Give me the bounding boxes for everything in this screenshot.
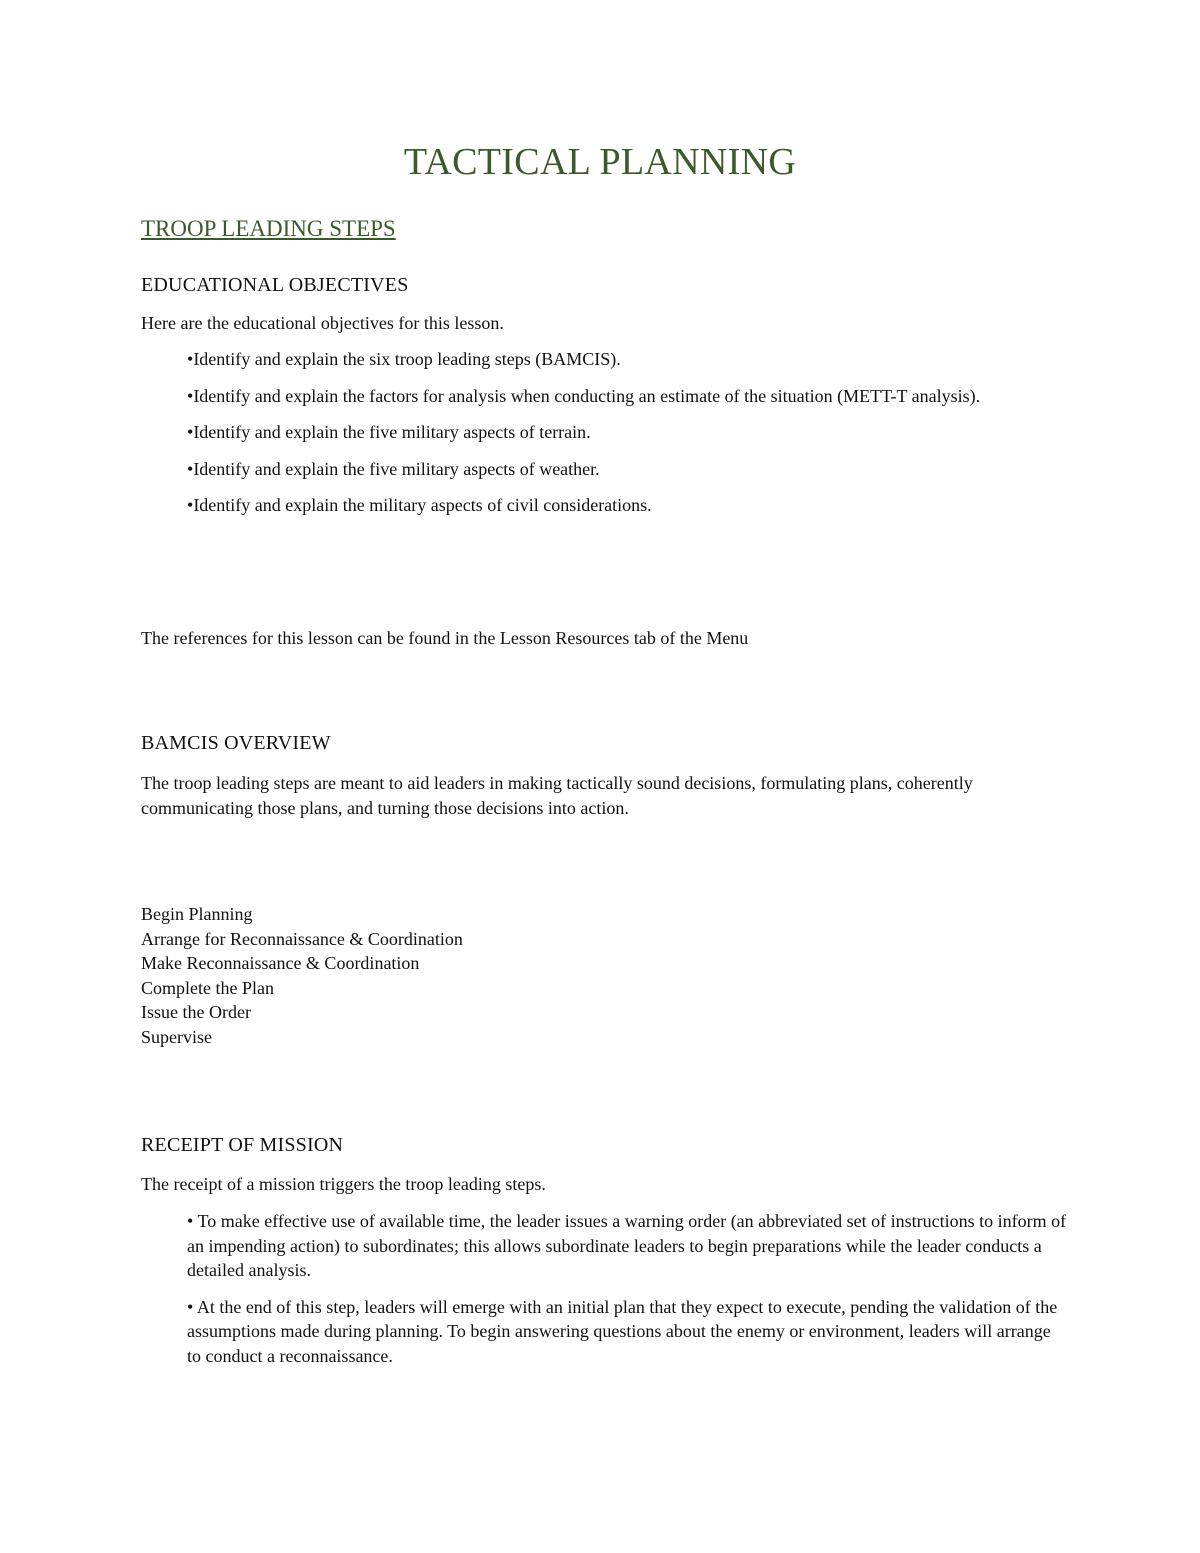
objective-text: Identify and explain the five military aspects of terrain. bbox=[193, 422, 591, 442]
list-item bbox=[187, 1295, 1067, 1369]
list-item: Make Reconnaissance & Coordination bbox=[141, 953, 420, 974]
objectives-list bbox=[187, 347, 1067, 530]
objectives-intro: Here are the educational objectives for this lesson. bbox=[141, 313, 504, 333]
list-item bbox=[187, 493, 1067, 518]
objective-text: Identify and explain the five military aspects of weather. bbox=[193, 458, 600, 479]
receipt-heading: RECEIPT OF MISSION bbox=[141, 1134, 344, 1156]
bamcis-steps-list bbox=[141, 902, 463, 1050]
list-item bbox=[187, 457, 1067, 482]
list-item: Arrange for Reconnaissance & Coordination bbox=[141, 928, 463, 949]
bullet-icon: • bbox=[187, 1211, 194, 1231]
list-item bbox=[187, 1209, 1067, 1283]
bullet-icon: • bbox=[187, 349, 194, 369]
list-item: Supervise bbox=[141, 1026, 212, 1047]
document-title: TACTICAL PLANNING bbox=[403, 141, 797, 183]
list-item: Issue the Order bbox=[141, 1002, 251, 1023]
bullet-icon: • bbox=[187, 458, 194, 479]
list-item bbox=[187, 384, 1067, 409]
list-item bbox=[187, 420, 1067, 445]
section-title-troop-leading-steps: TROOP LEADING STEPS bbox=[141, 216, 396, 241]
receipt-item-text: To make effective use of available time, the leader issues a warning order (an abbreviated set of instructions to inform of an impending action) to subordinates; this allows subordinate leaders to begin preparations while the leader conducts a detailed analysis. bbox=[187, 1211, 1067, 1280]
receipt-intro: The receipt of a mission triggers the troop leading steps. bbox=[141, 1174, 546, 1194]
list-item bbox=[187, 347, 1067, 372]
objectives-heading: EDUCATIONAL OBJECTIVES bbox=[141, 274, 409, 296]
objective-text: Identify and explain the six troop leading steps (BAMCIS). bbox=[193, 349, 621, 369]
bullet-icon: • bbox=[187, 1296, 194, 1317]
list-item: Complete the Plan bbox=[141, 977, 274, 998]
bamcis-text: The troop leading steps are meant to aid leaders in making tactically sound decisions, formulating plans, coherently communicating those plans, and turning those decisions into action. bbox=[141, 773, 973, 818]
receipt-item-text: At the end of this step, leaders will emerge with an initial plan that they expect to execute, pending the validation of the assumptions made during planning. To begin answering questions about the enemy or environment, leaders will arrange to conduct a reconnaissance. bbox=[187, 1296, 1058, 1366]
list-item: Begin Planning bbox=[141, 904, 253, 924]
objective-text: Identify and explain the factors for analysis when conducting an estimate of the situation (METT-T analysis). bbox=[193, 385, 981, 406]
bullet-icon: • bbox=[187, 495, 194, 515]
bamcis-heading: BAMCIS OVERVIEW bbox=[141, 732, 331, 754]
bullet-icon: • bbox=[187, 385, 194, 406]
objective-text: Identify and explain the military aspects of civil considerations. bbox=[193, 495, 652, 515]
references-text: The references for this lesson can be found in the Lesson Resources tab of the Menu bbox=[141, 628, 749, 648]
bullet-icon: • bbox=[187, 422, 194, 442]
receipt-list bbox=[187, 1209, 1067, 1380]
